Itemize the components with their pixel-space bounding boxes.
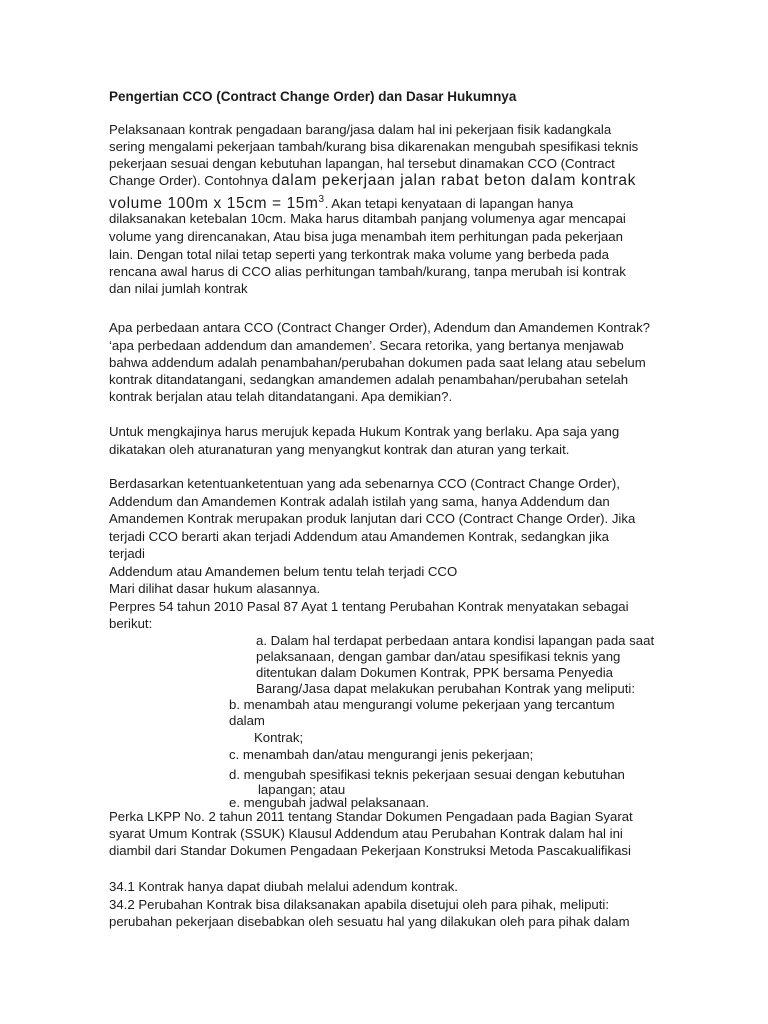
list-item-continuation: dalam (229, 713, 265, 728)
list-item-continuation: lapangan; atau (258, 782, 346, 797)
paragraph-line: Perpres 54 tahun 2010 Pasal 87 Ayat 1 tentang Perubahan Kontrak menyatakan sebagai (109, 599, 629, 614)
superscript: 3 (318, 194, 325, 205)
paragraph-line: pekerjaan sesuai dengan kebutuhan lapangan, hal tersebut dinamakan CCO (Contract (109, 156, 615, 171)
paragraph-text: . Akan tetapi kenyataan di lapangan hanya (324, 196, 574, 212)
paragraph-line: dikatakan oleh aturanaturan yang menyangkut kontrak dan aturan yang terkait. (109, 442, 570, 457)
paragraph-line: kontrak ditandatangani, sedangkan amandemen adalah penambahan/perubahan setelah (109, 372, 629, 387)
paragraph-line: dan nilai jumlah kontrak (109, 281, 248, 296)
list-item-continuation: ditentukan dalam Dokumen Kontrak, PPK bersama Penyedia (256, 665, 613, 680)
paragraph-line: Apa perbedaan antara CCO (Contract Changer Order), Adendum dan Amandemen Kontrak? (109, 320, 651, 335)
list-item-continuation: Barang/Jasa dapat melakukan perubahan Kontrak yang meliputi: (256, 681, 636, 696)
paragraph-line: dilaksanakan ketebalan 10cm. Maka harus ditambah panjang volumenya agar mencapai (109, 211, 626, 226)
paragraph-line: berikut: (109, 616, 153, 631)
paragraph-line: 34.2 Perubahan Kontrak bisa dilaksanakan apabila disetujui oleh para pihak, meliputi: (109, 897, 609, 912)
example-text: volume 100m x 15cm = 15m (109, 195, 319, 213)
paragraph-line: terjadi CCO berarti akan terjadi Addendum atau Amandemen Kontrak, sedangkan jika (109, 529, 609, 544)
paragraph-line: Berdasarkan ketentuanketentuan yang ada sebenarnya CCO (Contract Change Order), (109, 476, 620, 491)
paragraph-line: Perka LKPP No. 2 tahun 2011 tentang Standar Dokumen Pengadaan pada Bagian Syarat (109, 809, 633, 824)
list-item: a. Dalam hal terdapat perbedaan antara kondisi lapangan pada saat (256, 633, 655, 648)
example-text: dalam pekerjaan jalan rabat beton dalam kontrak (271, 172, 636, 189)
paragraph-line: Pelaksanaan kontrak pengadaan barang/jasa dalam hal ini pekerjaan fisik kadangkala (109, 122, 612, 137)
paragraph-line: ‘apa perbedaan addendum dan amandemen’. Secara retorika, yang bertanya menjawab (109, 338, 624, 353)
list-item: d. mengubah spesifikasi teknis pekerjaan sesuai dengan kebutuhan (229, 767, 625, 782)
list-item-continuation: pelaksanaan, dengan gambar dan/atau spesifikasi teknis yang (256, 649, 621, 664)
paragraph-line: perubahan pekerjaan disebabkan oleh sesuatu hal yang dilakukan oleh para pihak dalam (109, 914, 630, 929)
list-item: c. menambah dan/atau mengurangi jenis pekerjaan; (229, 747, 534, 762)
list-item: e. mengubah jadwal pelaksanaan. (229, 795, 430, 810)
paragraph-line: kontrak berjalan atau telah ditandatangani. Apa demikian?. (109, 389, 453, 404)
paragraph-line: syarat Umum Kontrak (SSUK) Klausul Addendum atau Perubahan Kontrak dalam hal ini (109, 826, 623, 841)
paragraph-line: rencana awal harus di CCO alias perhitungan tambah/kurang, tanpa merubah isi kontrak (109, 264, 626, 279)
paragraph-line: lain. Dengan total nilai tetap seperti yang terkontrak maka volume yang berbeda pada (109, 247, 609, 262)
paragraph-text: Change Order). Contohnya (109, 173, 269, 188)
paragraph-line (109, 172, 636, 189)
document-title: Pengertian CCO (Contract Change Order) dan Dasar Hukumnya (109, 89, 517, 104)
list-item: b. menambah atau mengurangi volume pekerjaan yang tercantum (229, 697, 615, 712)
paragraph-line (109, 191, 573, 212)
list-item-continuation: Kontrak; (254, 730, 304, 745)
paragraph-line: Mari dilihat dasar hukum alasannya. (109, 581, 321, 596)
paragraph-line: diambil dari Standar Dokumen Pengadaan Pekerjaan Konstruksi Metoda Pascakualifikasi (109, 843, 631, 858)
paragraph-line: Amandemen Kontrak merupakan produk lanjutan dari CCO (Contract Change Order). Jika (109, 511, 636, 526)
paragraph-line: bahwa addendum adalah penambahan/perubahan dokumen pada saat lelang atau sebelum (109, 355, 646, 370)
paragraph-line: Addendum dan Amandemen Kontrak adalah istilah yang sama, hanya Addendum dan (109, 494, 610, 509)
paragraph-line: sering mengalami pekerjaan tambah/kurang bisa dikarenakan mengubah spesifikasi teknis (109, 139, 639, 154)
paragraph-line: volume yang direncanakan, Atau bisa juga menambah item perhitungan pada pekerjaan (109, 229, 623, 244)
paragraph-line: 34.1 Kontrak hanya dapat diubah melalui adendum kontrak. (109, 879, 458, 894)
paragraph-line: Addendum atau Amandemen belum tentu telah terjadi CCO (109, 564, 458, 579)
paragraph-line: Untuk mengkajinya harus merujuk kepada Hukum Kontrak yang berlaku. Apa saja yang (109, 424, 620, 439)
paragraph-line: terjadi (109, 546, 145, 561)
